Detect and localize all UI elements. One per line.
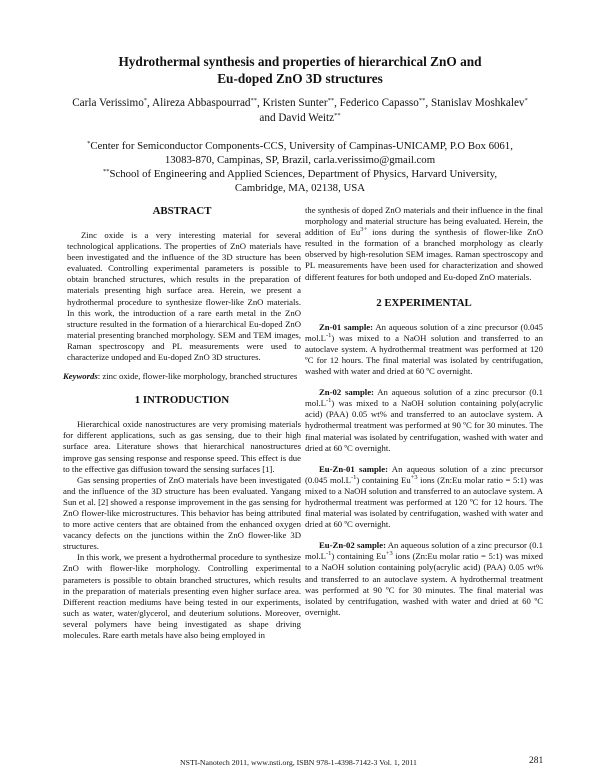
paragraph: the synthesis of doped ZnO materials and their influence in the final morphology and material structure has being evaluated. Herein, the addition of $Eu^{3+}$ ions during the synthesis of flower-like ZnO resulted in the formation of a branched morphology as clearly observed by high-resolution SEM images. Raman spectroscopy and PL measurements have been used for characterization and showed different features for both undoped and Eu-doped ZnO materials. [305, 205, 543, 282]
paper-title: Hydrothermal synthesis and properties of hierarchical ZnO and Eu-doped ZnO 3D structures [118, 54, 482, 86]
keywords: Keywords: zinc oxide, flower-like morphology, branched structures [63, 371, 298, 382]
author: Stanislav Moshkalev [430, 97, 525, 109]
affiliations: *Center for Semiconductor Components-CCS, University of Campinas-UNICAMP, P.O Box 6061, 13083-870, Campinas, SP, Brazil, carla.verissimo@gmail.com **School of Engineering and Applied Sciences, Department of Physics, Harvard University, Cambridge, MA, 02138, USA [87, 140, 513, 194]
sample-zn-01: Zn-01 sample: An aqueous solution of a zinc precursor (0.045 $mol.L^{-1}$) was mixed to a NaOH solution and transferred to an autoclave system. A hydrothermal treatment was performed at 120 ºC for 12 hours. The final material was isolated by centrifugation, washed with water and dried at 60 ºC overnight. [305, 321, 543, 377]
paragraph: Hierarchical oxide nanostructures are very promising materials for different applications, such as gas sensing, due to their high surface area. Literature shows that hierarchical nanostructures improve gas sensing response and response speed. This effect is due to the effective gas diffusion toward the sensing surfaces [1]. [63, 419, 301, 474]
page-number: 281 [529, 756, 544, 766]
paragraph: In this work, we present a hydrothermal procedure to synthesize ZnO with flower-like morphology. Controlling experimental parameters is possible to obtain branched structures, which results in the preparation of materials presenting even higher surface area. Different reaction mediums have being tested in our experiments, such as water, water/glycerol, and deuterium solutions. Moreover, several polymers have being investigated as shape driving molecules. Rare earth metals have also being employed in [63, 552, 301, 640]
left-column [63, 205, 301, 641]
author: Carla Verissimo [72, 97, 144, 109]
sample-eu-zn-01: Eu-Zn-01 sample: An aqueous solution of a zinc precursor (0.045 $mol.L^{-1}$) containing $Eu^{+3}$ ions (Zn:Eu molar ratio = 5:1) was mixed to a NaOH solution and transferred to an autoclave system. A hydrothermal treatment was performed at 120 ºC for 12 hours. The final material was isolated by centrifugation, washed with water and dried at 60 ºC overnight. [305, 463, 544, 530]
abstract-text: Zinc oxide is a very interesting material for several technological applications. The properties of ZnO materials have been investigated and the influence of the 3D structure has been evaluated. Controlling experimental parameters is possible to obtain branched structures, which results in the preparation of materials presenting high surface area. Herein, we present a hydrothermal procedure to synthesize flower-like ZnO materials. In this work, the introduction of a rare earth metal in the ZnO structure resulted in the formation of a hierarchical Eu-doped ZnO material presenting branched morphology. SEM and TEM images, Raman spectroscopy and PL measurements were used to characterize undoped and Eu-doped ZnO 3D structures. [67, 230, 301, 363]
paragraph: Gas sensing properties of ZnO materials have been investigated and the influence of the 3D structure has been evaluated. Yangang Sun et al. [2] showed a response improvement in the gas sensing for ZnO flower-like microstructures. This behavior has being attributed to more active centers that are obtained from the enhanced oxygen vacancy defects on the junctions within the ZnO flower-like 3D structures. [63, 474, 301, 552]
experimental-heading: 2 EXPERIMENTAL [376, 296, 472, 309]
right-column [305, 205, 543, 618]
author: Federico Capasso [339, 97, 419, 109]
author: David Weitz [278, 111, 335, 124]
abstract-heading: ABSTRACT [152, 205, 212, 217]
footer: NSTI-Nanotech 2011, www.nsti.org, ISBN 978-1-4398-7142-3 Vol. 1, 2011 [180, 758, 417, 767]
author: Kristen Sunter [262, 97, 328, 109]
author: Alireza Abbaspourrad [152, 97, 251, 109]
sample-eu-zn-02: Eu-Zn-02 sample: An aqueous solution of a zinc precursor (0.1 $mol.L^{-1}$) containing $Eu^{+3}$ ions (Zn:Eu molar ratio = 5:1) was mixed to a NaOH solution containing poly(acrylic acid) (PAA) 0.05 wt% and transferred to an autoclave system. A hydrothermal treatment was performed at 90 ºC for 30 minutes. The final material was isolated by centrifugation, washed with water and dried at 60 ºC overnight. [305, 540, 543, 617]
introduction-heading: 1 INTRODUCTION [134, 394, 230, 407]
sample-zn-02: Zn-02 sample: An aqueous solution of a zinc precursor (0.1 $mol.L^{-1}$) was mixed to a NaOH solution containing poly(acrylic acid) (PAA) 0.05 wt% and transferred to an autoclave system. A hydrothermal treatment was performed at 90 ºC for 30 minutes. The final material was isolated by centrifugation, washed with water and dried at 60 ºC overnight. [305, 387, 543, 453]
author-list: Carla Verissimo*, Alireza Abbaspourrad**, Kristen Sunter**, Federico Capasso**, Stanislav Moshkalev* and David Weitz** [72, 97, 528, 124]
